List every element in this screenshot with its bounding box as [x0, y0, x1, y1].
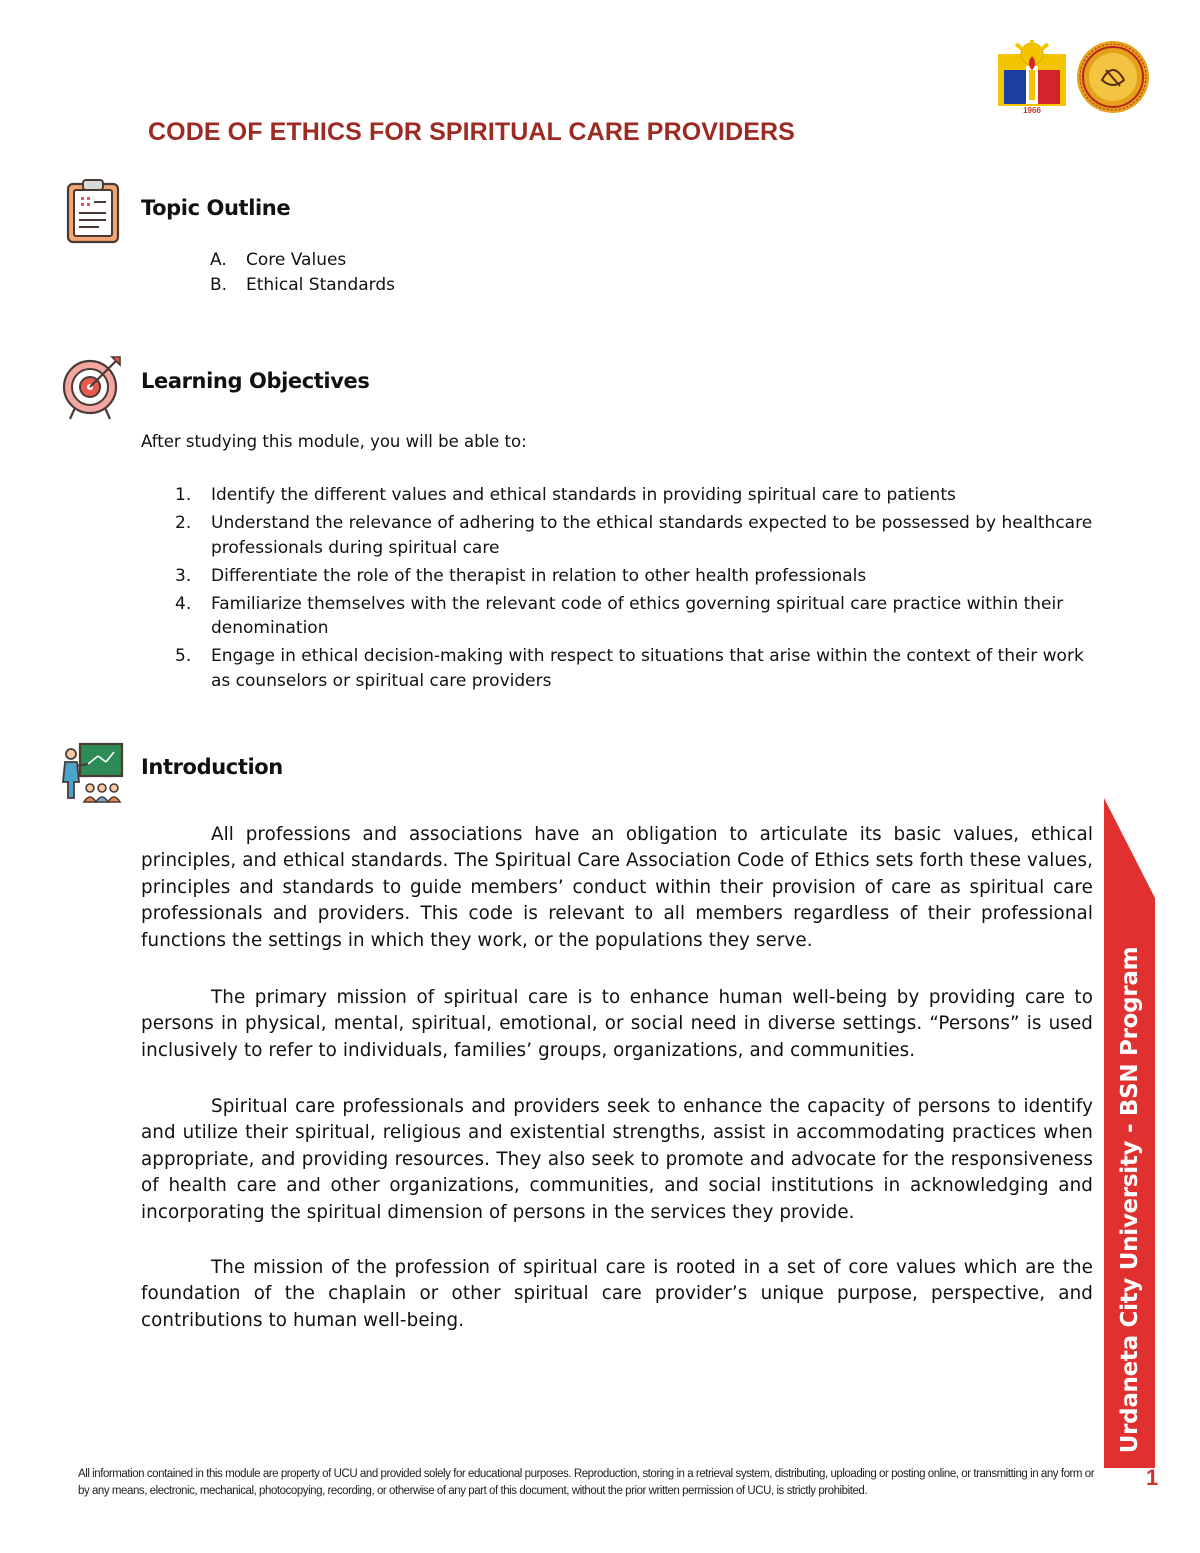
objectives-intro: After studying this module, you will be able to:	[141, 432, 527, 451]
list-marker: A.	[210, 250, 227, 270]
list-item	[141, 644, 1101, 693]
list-number: 1.	[175, 485, 192, 505]
footer-disclaimer: All information contained in this module are property of UCU and provided solely for educational purposes. Reproduction, storing in a retrieval system, distributing, uploading or posting online, or transmitting in any form or by any means, electronic, mechanical, photocopying, recording, or otherwise of any part of this document, without the prior written permission of UCU, is strictly prohibited.	[78, 1468, 1095, 1497]
learning-objectives-heading: Learning Objectives	[141, 369, 370, 393]
page-number: 1	[1146, 1465, 1159, 1490]
teacher-board-icon	[62, 742, 124, 808]
objectives-list	[141, 483, 1101, 697]
list-number: 5.	[175, 646, 192, 666]
list-marker: B.	[210, 275, 228, 295]
list-item-text: Identify the different values and ethical standards in providing spiritual care to patients	[211, 485, 956, 505]
list-number: 2.	[175, 513, 192, 533]
list-item	[141, 483, 1101, 508]
list-item-text: Differentiate the role of the therapist in relation to other health professionals	[211, 565, 867, 586]
list-item	[141, 511, 1101, 560]
clipboard-icon	[66, 178, 120, 248]
seal-year: 1966	[1023, 106, 1041, 115]
target-icon	[62, 355, 124, 425]
list-number: 4.	[175, 593, 192, 614]
philippine-seal-logo	[996, 40, 1068, 118]
introduction-heading: Introduction	[141, 755, 283, 779]
list-item-text: Engage in ethical decision-making with respect to situations that arise within the context of their work as counselors or spiritual care providers	[211, 646, 1084, 691]
list-item	[212, 248, 395, 273]
topic-outline-heading: Topic Outline	[141, 196, 291, 220]
list-number: 3.	[175, 565, 192, 586]
intro-paragraph: All professions and associations have an obligation to articulate its basic values, ethical principles, and ethical standards. The Spiritual Care Association Code of Ethics sets forth these values, principles and standards to guide members’ conduct within their provision of care as spiritual care professionals and providers. This code is relevant to all members regardless of their professional functions the settings in which they work, or the populations they serve.	[141, 824, 1093, 951]
list-item-text: Core Values	[246, 250, 347, 270]
list-item	[212, 273, 395, 298]
list-item-text: Understand the relevance of adhering to the ethical standards expected to be possessed by healthcare professionals during spiritual care	[211, 513, 1093, 558]
document-title: CODE OF ETHICS FOR SPIRITUAL CARE PROVIDERS	[148, 118, 795, 146]
intro-paragraph: The mission of the profession of spiritual care is rooted in a set of core values which are the foundation of the chaplain or other spiritual care provider’s unique purpose, perspective, and contributions to human well-being.	[141, 1257, 1093, 1331]
list-item	[141, 564, 1101, 589]
list-item-text: Familiarize themselves with the relevant code of ethics governing spiritual care practice within their denomination	[211, 593, 1064, 638]
ucu-logo	[1076, 40, 1150, 114]
ribbon-label: Urdaneta City University - BSN Program	[1117, 946, 1143, 1454]
list-item	[141, 592, 1101, 641]
intro-paragraph: The primary mission of spiritual care is to enhance human well-being by providing care to persons in physical, mental, spiritual, emotional, or social need in diverse settings. “Persons” is used inclusively to refer to individuals, families’ groups, organizations, and communities.	[141, 987, 1093, 1061]
ribbon-label-container	[1105, 946, 1155, 1454]
topic-outline-list	[212, 248, 395, 298]
list-item-text: Ethical Standards	[246, 275, 395, 295]
intro-paragraph: Spiritual care professionals and providers seek to enhance the capacity of persons to identify and utilize their spiritual, religious and existential strengths, assist in accommodating practices when appropriate, and providing resources. They also seek to promote and advocate for the responsiveness of health care and other organizations, communities, and social institutions in acknowledging and incorporating the spiritual dimension of persons in the services they provide.	[141, 1096, 1093, 1223]
